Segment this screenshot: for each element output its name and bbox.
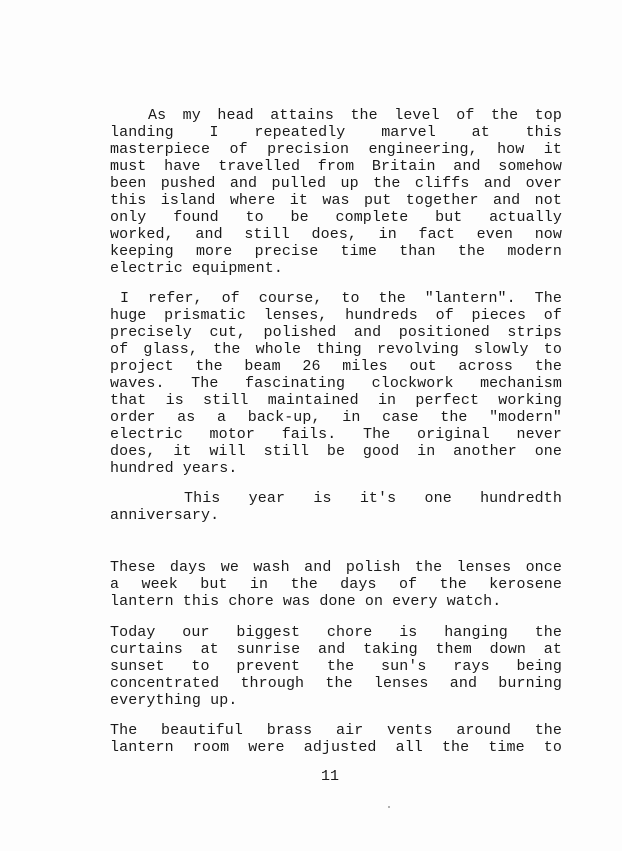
- text-line: As my head attains the level of the top: [148, 107, 562, 124]
- text-line: waves. The fascinating clockwork mechanism: [110, 375, 562, 392]
- paragraph-1: [110, 107, 562, 277]
- text-line: project the beam 26 miles out across the: [110, 358, 562, 375]
- text-line: These days we wash and polish the lenses once: [110, 559, 562, 576]
- text-line: does, it will still be good in another one: [110, 443, 562, 460]
- text-line: sunset to prevent the sun's rays being: [110, 658, 562, 675]
- text-line: this island where it was put together and not: [110, 192, 562, 209]
- text-line: everything up.: [110, 692, 238, 709]
- text-line: lantern this chore was done on every watch.: [110, 593, 502, 610]
- text-line: order as a back-up, in case the "modern": [110, 409, 562, 426]
- paragraph-4: [110, 559, 562, 610]
- text-line: Today our biggest chore is hanging the: [110, 624, 562, 641]
- page-number: 11: [320, 768, 339, 785]
- text-line: that is still maintained in perfect working: [110, 392, 562, 409]
- text-line: of glass, the whole thing revolving slowly to: [110, 341, 562, 358]
- text-line: only found to be complete but actually: [110, 209, 562, 226]
- paragraph-5: [110, 624, 562, 709]
- paragraph-6: [110, 722, 562, 756]
- text-line: hundred years.: [110, 460, 238, 477]
- scan-speck: [388, 806, 390, 808]
- text-line: This year is it's one hundredth: [184, 490, 562, 507]
- text-line: anniversary.: [110, 507, 220, 524]
- text-line: electric equipment.: [110, 260, 283, 277]
- text-line: electric motor fails. The original never: [110, 426, 562, 443]
- text-line: keeping more precise time than the modern: [110, 243, 562, 260]
- text-line: I refer, of course, to the "lantern". The: [120, 290, 562, 307]
- paragraph-3: [110, 490, 562, 524]
- paragraph-2: [110, 290, 562, 477]
- text-line: been pushed and pulled up the cliffs and over: [110, 175, 562, 192]
- text-line: a week but in the days of the kerosene: [110, 576, 562, 593]
- text-line: concentrated through the lenses and burning: [110, 675, 562, 692]
- text-line: huge prismatic lenses, hundreds of pieces of: [110, 307, 562, 324]
- text-line: worked, and still does, in fact even now: [110, 226, 562, 243]
- text-line: landing I repeatedly marvel at this: [110, 124, 562, 141]
- text-line: precisely cut, polished and positioned strips: [110, 324, 562, 341]
- text-line: masterpiece of precision engineering, how it: [110, 141, 562, 158]
- text-line: curtains at sunrise and taking them down at: [110, 641, 562, 658]
- text-line: The beautiful brass air vents around the: [110, 722, 562, 739]
- text-line: lantern room were adjusted all the time to: [110, 739, 562, 756]
- text-line: must have travelled from Britain and somehow: [110, 158, 562, 175]
